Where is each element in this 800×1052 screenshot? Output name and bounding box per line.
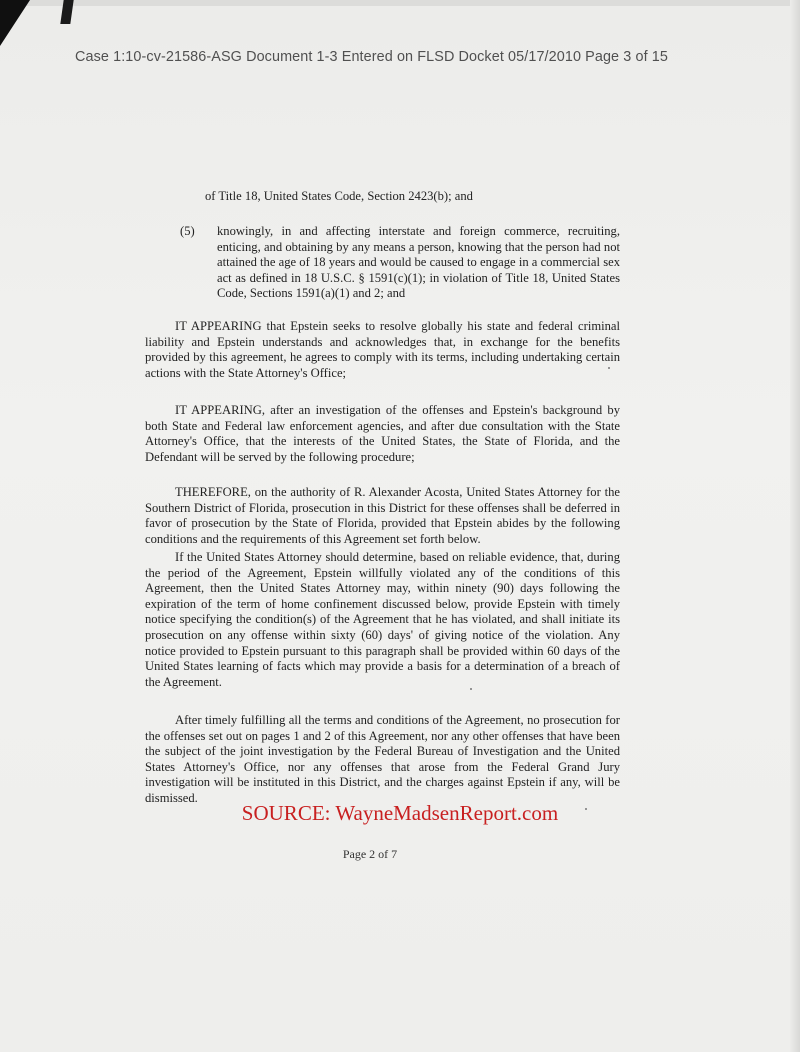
page-number: Page 2 of 7 (342, 847, 398, 861)
paragraph-violation: If the United States Attorney should determine, based on reliable evidence, that, during the period of the Agreement, Epstein willfully violated any of the conditions of this Agreement, then the United States Attorney may, within ninety (90) days following the expiration of the term of home confinement discussed below, provide Epstein with timely notice specifying the condition(s) of the Agreement that he has violated, and shall initiate its prosecution on any offense within sixty (60) days' of giving notice of the violation. Any notice provided to Epstein pursuant to this paragraph shall be provided within 60 days of the United States learning of facts which may provide a basis for a determination of a breach of the Agreement. (145, 550, 620, 689)
paragraph-no-prosecution: After timely fulfilling all the terms and conditions of the Agreement, no prosecution for the offenses set out on pages 1 and 2 of this Agreement, nor any other offenses that have been the subject of the joint investigation by the Federal Bureau of Investigation and the United States Attorney's Office, nor any offenses that arose from the Federal Grand Jury investigation will be instituted in this District, and the charges against Epstein if any, will be dismissed. (145, 713, 620, 805)
paragraph-therefore: THEREFORE, on the authority of R. Alexander Acosta, United States Attorney for the Southern District of Florida, prosecution in this District for these offenses shall be deferred in favor of prosecution by the State of Florida, provided that Epstein abides by the following conditions and the requirements of this Agreement set forth below. (145, 485, 620, 546)
scan-speck (470, 688, 472, 690)
docket-header: Case 1:10-cv-21586-ASG Document 1-3 Entered on FLSD Docket 05/17/2010 Page 3 of 15 (75, 49, 668, 65)
paragraph-investigation: IT APPEARING, after an investigation of the offenses and Epstein's background by both State and Federal law enforcement agencies, and after due consultation with the State Attorney's Office, that the interests of the United States, the State of Florida, and the Defendant will be served by the following procedure; (145, 403, 620, 464)
continued-line: of Title 18, United States Code, Section 2423(b); and (205, 189, 473, 203)
list-item-text: knowingly, in and affecting interstate and foreign commerce, recruiting, enticing, and obtaining by any means a person, knowing that the person had not attained the age of 18 years and would be caused to engage in a commercial sex act as defined in 18 U.S.C. § 1591(c)(1); in violation of Title 18, United States Code, Sections 1591(a)(1) and 2; and (217, 224, 620, 301)
scan-speck (608, 367, 610, 369)
scan-right-edge (790, 0, 800, 1052)
scan-speck (585, 808, 587, 810)
paragraph-global-resolution: IT APPEARING that Epstein seeks to resolve globally his state and federal criminal liability and Epstein understands and acknowledges that, in exchange for the benefits provided by this agreement, he agrees to comply with its terms, including undertaking certain actions with the State Attorney's Office; (145, 319, 620, 380)
scan-corner-mark (0, 0, 30, 46)
scan-corner-mark-small (60, 0, 73, 24)
scan-top-edge (0, 0, 800, 6)
list-item-number: (5) (180, 224, 195, 238)
source-watermark: SOURCE: WayneMadsenReport.com (241, 801, 559, 825)
